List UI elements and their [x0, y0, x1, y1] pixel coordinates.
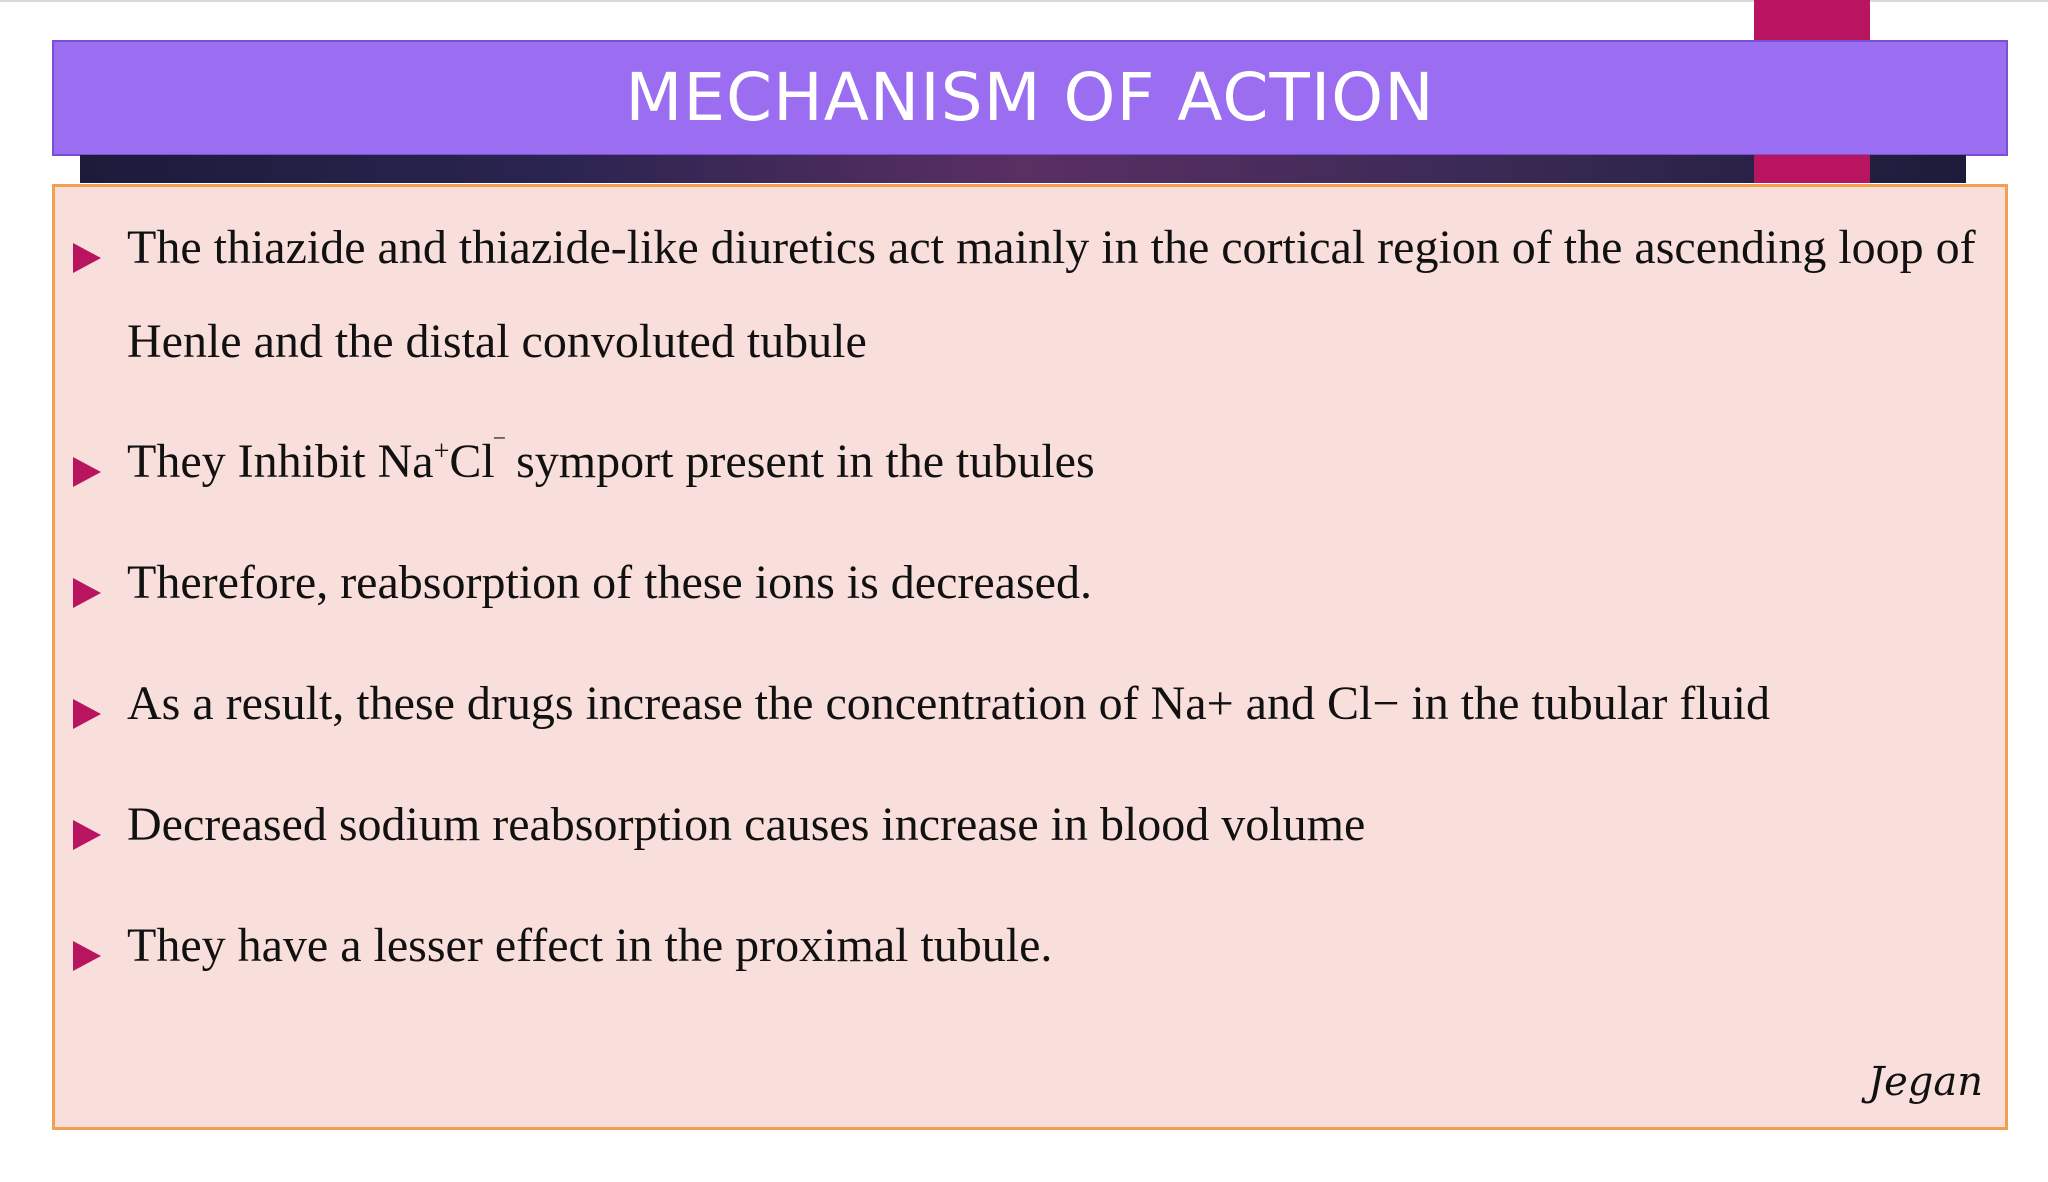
superscript-plus: + [433, 436, 450, 467]
header-accent-band [1754, 155, 1870, 183]
author-signature: Jegan [1868, 1059, 1983, 1105]
superscript-minus: ‾ [494, 436, 505, 467]
bullet-text: As a result, these drugs increase the concentration of Na+ and Cl− in the tubular fluid [127, 677, 1770, 730]
triangle-bullet-icon [73, 243, 101, 273]
triangle-bullet-icon [73, 941, 101, 971]
bullet-item [73, 921, 2003, 993]
content-box [52, 184, 2008, 1130]
bullet-text: Therefore, reabsorption of these ions is decreased. [127, 556, 1092, 609]
bullet-item [73, 437, 2003, 509]
bullet-text [127, 415, 1095, 509]
bullet-item [73, 558, 2003, 630]
accent-tab [1754, 0, 1870, 40]
bullet-text: The thiazide and thiazide-like diuretics act mainly in the cortical region of the ascending loop of Henle and the distal convoluted tubule [127, 221, 1976, 368]
page-title: MECHANISM OF ACTION [625, 59, 1435, 136]
triangle-bullet-icon [73, 699, 101, 729]
title-bar [52, 40, 2008, 156]
header-shadow-band [80, 155, 1966, 183]
triangle-bullet-icon [73, 457, 101, 487]
bullet-item [73, 223, 2003, 389]
bullet-text-mid: Cl [449, 435, 495, 488]
triangle-bullet-icon [73, 820, 101, 850]
bullet-item [73, 800, 2003, 872]
bullet-text: Decreased sodium reabsorption causes increase in blood volume [127, 798, 1366, 851]
triangle-bullet-icon [73, 578, 101, 608]
top-divider [0, 0, 2048, 2]
bullet-text-post: symport present in the tubules [504, 435, 1095, 488]
bullet-text: They have a lesser effect in the proximal tubule. [127, 919, 1053, 972]
bullet-item [73, 679, 2003, 751]
bullet-text-pre: They Inhibit Na [127, 435, 434, 488]
